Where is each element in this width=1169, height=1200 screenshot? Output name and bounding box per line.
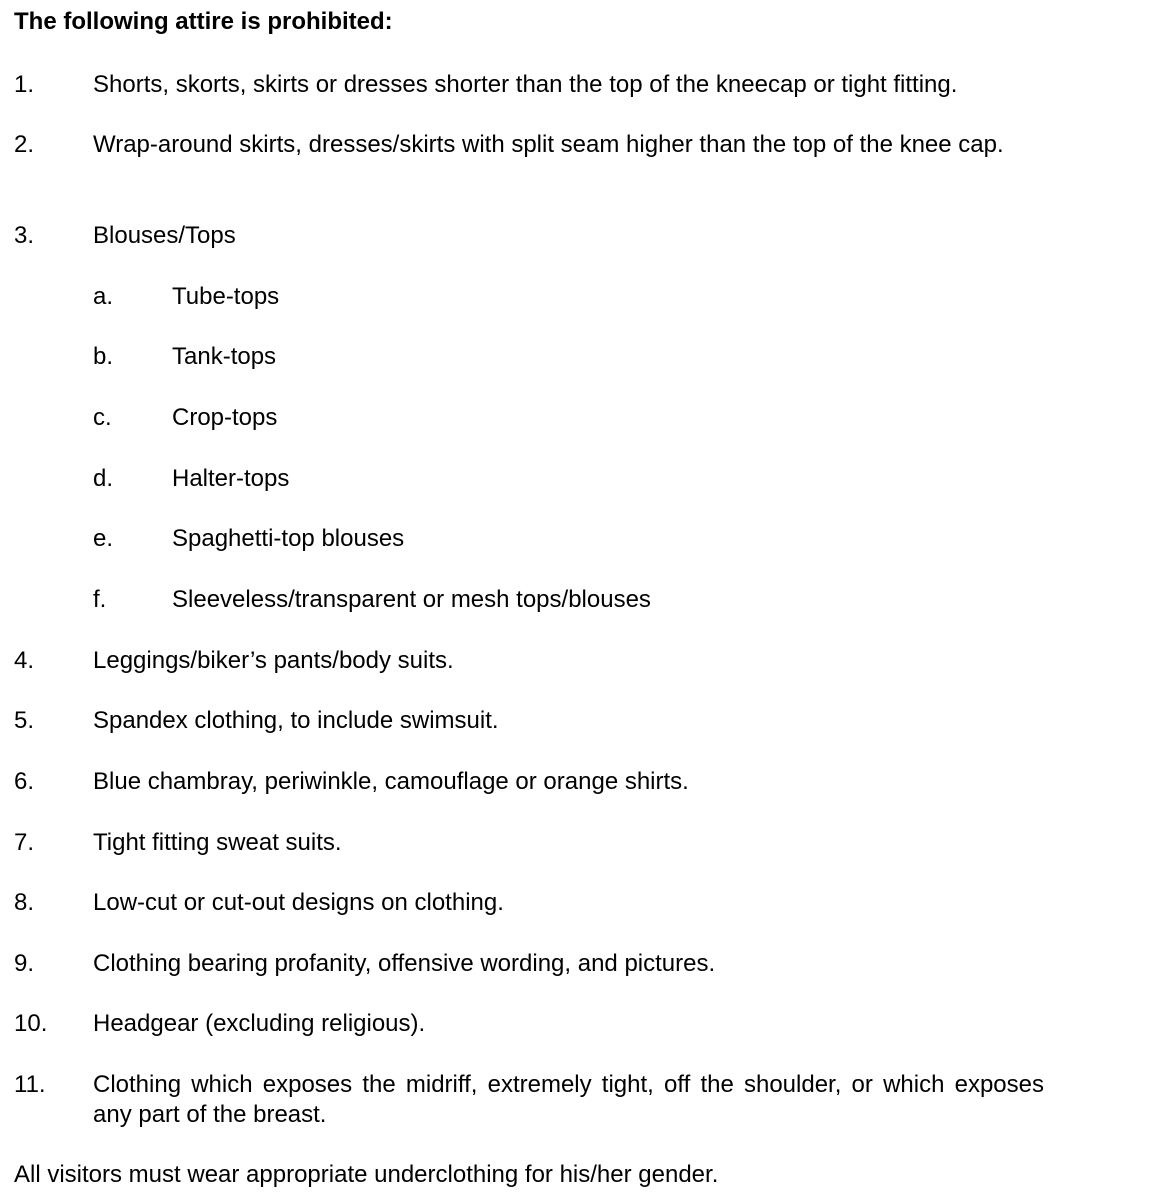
list-text: Spandex clothing, to include swimsuit. (93, 707, 499, 734)
sublist-text: Crop-tops (172, 404, 278, 431)
sublist-marker: e. (93, 525, 114, 552)
list-marker: 3. (14, 222, 35, 249)
sublist-marker: a. (93, 283, 114, 310)
list-marker: 6. (14, 768, 35, 795)
list-text: Low-cut or cut-out designs on clothing. (93, 889, 504, 916)
list-marker: 7. (14, 829, 35, 856)
list-text: Tight fitting sweat suits. (93, 829, 342, 856)
sublist-marker: c. (93, 404, 112, 431)
list-marker: 9. (14, 950, 35, 977)
list-marker: 10. (14, 1010, 48, 1037)
sublist-marker: f. (93, 586, 107, 613)
sublist-text: Tube-tops (172, 283, 280, 310)
list-text: Wrap-around skirts, dresses/skirts with split seam higher than the top of the knee cap. (93, 131, 1004, 158)
sublist-text: Spaghetti-top blouses (172, 525, 405, 552)
list-text: Clothing which exposes the midriff, extremely tight, off the shoulder, or which exposes any part of the breast. (93, 1071, 1044, 1128)
sublist-text: Halter-tops (172, 465, 290, 492)
list-text: Headgear (excluding religious). (93, 1010, 426, 1037)
list-marker: 8. (14, 889, 35, 916)
sublist-text: Tank-tops (172, 343, 277, 370)
list-text: Shorts, skorts, skirts or dresses shorter than the top of the kneecap or tight fitting. (93, 71, 958, 98)
list-marker: 5. (14, 707, 35, 734)
list-marker: 4. (14, 647, 35, 674)
list-text: Leggings/biker’s pants/body suits. (93, 647, 454, 674)
list-text: Clothing bearing profanity, offensive wording, and pictures. (93, 950, 716, 977)
list-marker: 11. (14, 1071, 46, 1098)
sublist-marker: b. (93, 343, 114, 370)
list-marker: 2. (14, 131, 35, 158)
document-heading: The following attire is prohibited: (14, 8, 393, 35)
document-footer-note: All visitors must wear appropriate underclothing for his/her gender. (14, 1161, 719, 1188)
sublist-marker: d. (93, 465, 114, 492)
list-marker: 1. (14, 71, 35, 98)
sublist-text: Sleeveless/transparent or mesh tops/blouses (172, 586, 651, 613)
list-text: Blue chambray, periwinkle, camouflage or orange shirts. (93, 768, 689, 795)
list-text: Blouses/Tops (93, 222, 236, 249)
